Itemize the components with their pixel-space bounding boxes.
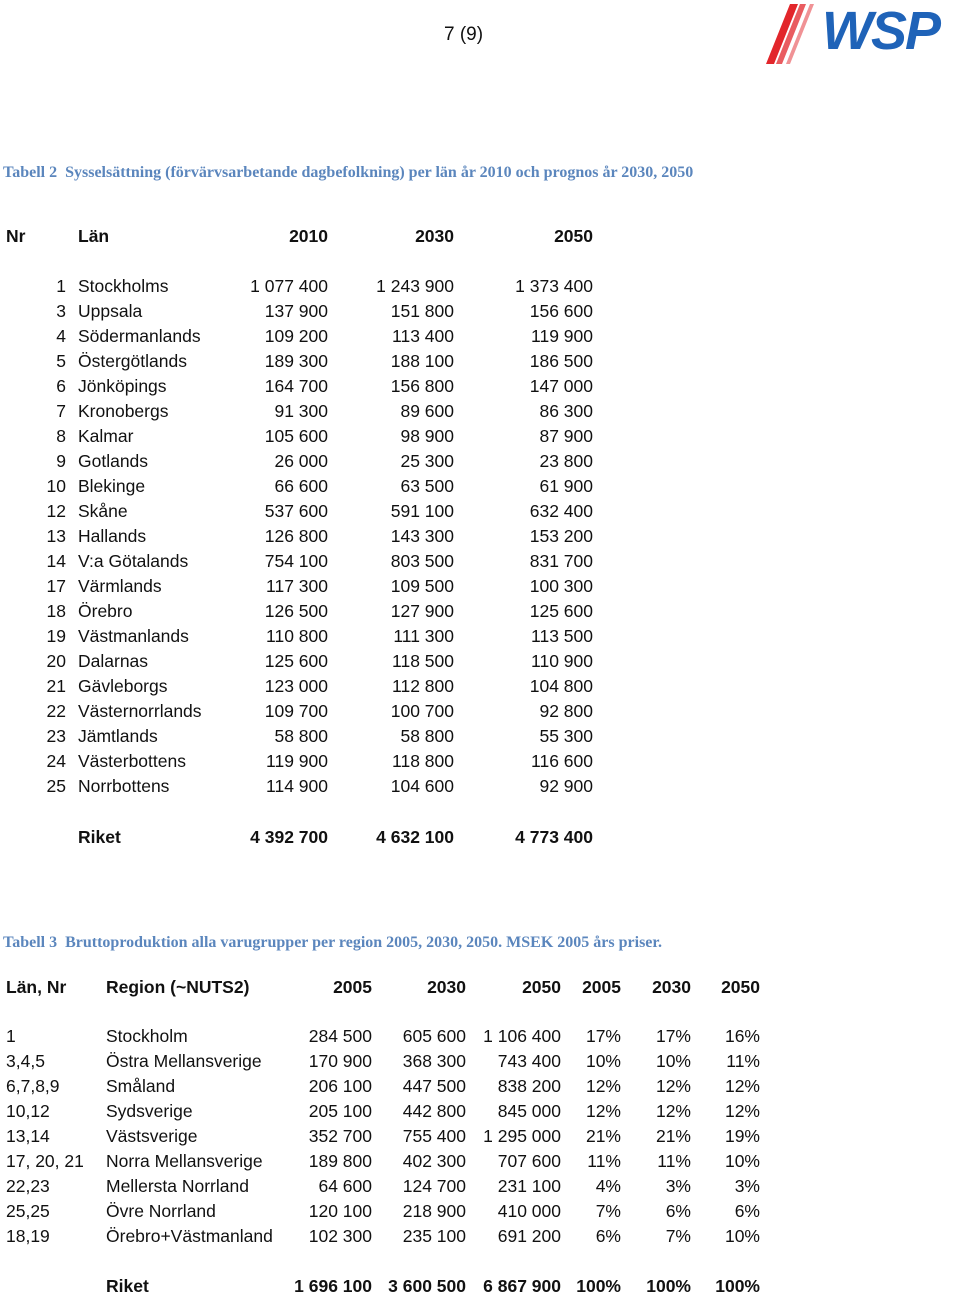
row-nr: 20 [46, 651, 66, 671]
row-lan-nr: 3,4,5 [6, 1051, 45, 1071]
value-2030: 368 300 [402, 1051, 466, 1071]
total-nr [6, 1274, 106, 1299]
value-2030: 124 700 [402, 1176, 466, 1196]
row-nr: 10 [46, 476, 66, 496]
row-region: Stockholm [106, 1026, 188, 1046]
table-row [6, 649, 593, 674]
value-2005: 64 600 [318, 1176, 372, 1196]
row-lan: Blekinge [78, 476, 146, 496]
row-nr: 18 [46, 601, 66, 621]
row-region: Övre Norrland [106, 1201, 216, 1221]
value-2030: 112 800 [392, 676, 454, 696]
row-nr: 14 [46, 551, 66, 571]
table-row [6, 724, 593, 749]
value-2030: 98 900 [400, 426, 454, 446]
share-2005: 21% [585, 1126, 621, 1146]
share-2005: 6% [595, 1226, 621, 1246]
employment-table [6, 222, 593, 850]
value-2050: 116 600 [531, 751, 593, 771]
value-2050: 86 300 [539, 401, 593, 421]
total-2005: 1 696 100 [294, 1276, 372, 1296]
row-nr: 7 [56, 401, 66, 421]
row-lan: Jämtlands [78, 726, 158, 746]
value-2010: 66 600 [274, 476, 328, 496]
table3-caption-text: Bruttoproduktion alla varugrupper per region 2005, 2030, 2050. MSEK 2005 års priser. [65, 934, 663, 951]
row-lan-nr: 13,14 [6, 1126, 50, 1146]
value-2050: 743 400 [497, 1051, 561, 1071]
table-row [6, 599, 593, 624]
value-2030: 402 300 [402, 1151, 466, 1171]
table-row [6, 624, 593, 649]
share-2030: 21% [655, 1126, 691, 1146]
row-nr: 17 [46, 576, 66, 596]
value-2010: 114 900 [266, 776, 328, 796]
value-2050: 100 300 [529, 576, 593, 596]
value-2050: 153 200 [529, 526, 593, 546]
total-2030: 3 600 500 [388, 1276, 466, 1296]
table3-caption-number: Tabell 3 [3, 934, 58, 951]
header-2030: 2030 [415, 225, 454, 246]
logo-mark-icon [760, 2, 830, 66]
table-row [6, 424, 593, 449]
value-2010: 110 800 [266, 626, 328, 646]
value-2050: 92 800 [539, 701, 593, 721]
value-2005: 120 100 [308, 1201, 372, 1221]
table-row [6, 524, 593, 549]
value-2030: 109 500 [390, 576, 454, 596]
value-2010: 125 600 [264, 651, 328, 671]
header-2050: 2050 [554, 225, 593, 246]
row-lan: Uppsala [78, 301, 143, 321]
value-2030: 755 400 [402, 1126, 466, 1146]
row-nr: 8 [56, 426, 66, 446]
row-nr: 13 [46, 526, 66, 546]
table-row [6, 274, 593, 299]
value-2050: 156 600 [529, 301, 593, 321]
row-lan: Jönköpings [78, 376, 167, 396]
value-2030: 25 300 [400, 451, 454, 471]
row-nr: 19 [46, 626, 66, 646]
share-2030: 7% [665, 1226, 691, 1246]
row-nr: 1 [56, 276, 66, 296]
value-2010: 26 000 [274, 451, 328, 471]
table-row [6, 1199, 760, 1224]
share-2005: 12% [585, 1101, 621, 1121]
row-lan: Södermanlands [78, 326, 201, 346]
value-2010: 105 600 [264, 426, 328, 446]
table-row [6, 699, 593, 724]
value-2050: 147 000 [529, 376, 593, 396]
value-2010: 126 500 [264, 601, 328, 621]
spacer-row [6, 1002, 760, 1024]
row-nr: 3 [56, 301, 66, 321]
row-lan: Örebro [78, 601, 133, 621]
value-2050: 61 900 [539, 476, 593, 496]
row-lan-nr: 18,19 [6, 1226, 50, 1246]
table-row [6, 349, 593, 374]
value-2005: 170 900 [308, 1051, 372, 1071]
table-row [6, 399, 593, 424]
total-2010: 4 392 700 [250, 827, 328, 847]
header-share-2050: 2050 [721, 976, 760, 997]
header-lan-nr: Län, Nr [6, 976, 67, 997]
table-row [6, 774, 593, 799]
row-region: Östra Mellansverige [106, 1051, 262, 1071]
header-share-2005: 2005 [582, 976, 621, 997]
value-2050: 1 373 400 [515, 276, 593, 296]
row-lan: Gävleborgs [78, 676, 168, 696]
spacer-row [6, 250, 593, 274]
table-row [6, 1099, 760, 1124]
row-lan: Dalarnas [78, 651, 149, 671]
value-2010: 123 000 [264, 676, 328, 696]
value-2050: 92 900 [539, 776, 593, 796]
table-row [6, 1124, 760, 1149]
value-2050: 186 500 [529, 351, 593, 371]
row-region: Norra Mellansverige [106, 1151, 263, 1171]
share-2050: 12% [724, 1101, 760, 1121]
total-share-2005: 100% [576, 1276, 621, 1296]
value-2010: 537 600 [264, 501, 328, 521]
row-region: Västsverige [106, 1126, 198, 1146]
table2-caption [3, 162, 763, 183]
table-row [6, 499, 593, 524]
value-2050: 707 600 [497, 1151, 561, 1171]
share-2050: 11% [726, 1051, 760, 1071]
header-share-2030: 2030 [652, 976, 691, 997]
row-lan: Västerbottens [78, 751, 186, 771]
total-label: Riket [106, 1276, 149, 1296]
value-2030: 100 700 [390, 701, 454, 721]
value-2010: 164 700 [264, 376, 328, 396]
row-lan-nr: 6,7,8,9 [6, 1076, 60, 1096]
table2-caption-text: Sysselsättning (förvärvsarbetande dagbefolkning) per län år 2010 och prognos år 2030, 2050 [65, 164, 694, 181]
value-2030: 605 600 [402, 1026, 466, 1046]
table-row [6, 374, 593, 399]
table-row [6, 1049, 760, 1074]
share-2005: 17% [585, 1026, 621, 1046]
row-lan: Skåne [78, 501, 128, 521]
share-2030: 12% [655, 1101, 691, 1121]
share-2030: 12% [655, 1076, 691, 1096]
row-region: Sydsverige [106, 1101, 193, 1121]
row-lan: V:a Götalands [78, 551, 189, 571]
value-2030: 156 800 [390, 376, 454, 396]
share-2050: 6% [734, 1201, 760, 1221]
table-header-row [6, 222, 593, 250]
spacer-row [6, 799, 593, 825]
value-2050: 23 800 [539, 451, 593, 471]
row-lan-nr: 1 [6, 1026, 16, 1046]
share-2050: 3% [734, 1176, 760, 1196]
value-2010: 119 900 [266, 751, 328, 771]
value-2005: 189 800 [308, 1151, 372, 1171]
value-2030: 118 500 [392, 651, 454, 671]
value-2005: 284 500 [308, 1026, 372, 1046]
total-row [6, 825, 593, 850]
value-2010: 109 200 [264, 326, 328, 346]
header-region: Region (~NUTS2) [106, 976, 250, 997]
row-lan-nr: 10,12 [6, 1101, 50, 1121]
row-nr: 24 [46, 751, 66, 771]
row-nr: 6 [56, 376, 66, 396]
value-2030: 63 500 [400, 476, 454, 496]
row-lan: Stockholms [78, 276, 169, 296]
row-nr: 25 [46, 776, 66, 796]
value-2030: 89 600 [400, 401, 454, 421]
share-2005: 4% [595, 1176, 621, 1196]
table-row [6, 674, 593, 699]
row-lan: Västmanlands [78, 626, 189, 646]
total-share-2050: 100% [715, 1276, 760, 1296]
value-2030: 591 100 [390, 501, 454, 521]
value-2030: 58 800 [400, 726, 454, 746]
table-row [6, 749, 593, 774]
value-2030: 1 243 900 [376, 276, 454, 296]
value-2030: 218 900 [402, 1201, 466, 1221]
share-2030: 6% [665, 1201, 691, 1221]
table-row [6, 549, 593, 574]
row-nr: 5 [56, 351, 66, 371]
share-2050: 10% [724, 1226, 760, 1246]
total-nr [6, 825, 66, 850]
row-nr: 22 [46, 701, 66, 721]
value-2005: 102 300 [308, 1226, 372, 1246]
share-2030: 11% [657, 1151, 691, 1171]
value-2050: 110 900 [531, 651, 593, 671]
share-2005: 11% [587, 1151, 621, 1171]
value-2010: 109 700 [264, 701, 328, 721]
row-lan: Hallands [78, 526, 147, 546]
share-2050: 19% [724, 1126, 760, 1146]
value-2030: 143 300 [390, 526, 454, 546]
table-row [6, 1224, 760, 1249]
value-2030: 104 600 [390, 776, 454, 796]
value-2010: 58 800 [274, 726, 328, 746]
spacer-row [6, 1249, 760, 1274]
share-2005: 12% [585, 1076, 621, 1096]
value-2010: 137 900 [264, 301, 328, 321]
row-lan: Kalmar [78, 426, 134, 446]
value-2030: 113 400 [392, 326, 454, 346]
value-2050: 691 200 [497, 1226, 561, 1246]
value-2050: 410 000 [497, 1201, 561, 1221]
value-2030: 235 100 [402, 1226, 466, 1246]
header-2050: 2050 [522, 976, 561, 997]
table-row [6, 449, 593, 474]
row-region: Mellersta Norrland [106, 1176, 249, 1196]
value-2050: 838 200 [497, 1076, 561, 1096]
row-nr: 21 [46, 676, 66, 696]
table-row [6, 574, 593, 599]
value-2050: 119 900 [531, 326, 593, 346]
share-2030: 3% [665, 1176, 691, 1196]
value-2010: 126 800 [264, 526, 328, 546]
value-2030: 803 500 [390, 551, 454, 571]
value-2050: 125 600 [529, 601, 593, 621]
row-region: Småland [106, 1076, 176, 1096]
table-row [6, 474, 593, 499]
header-nr: Nr [6, 225, 26, 246]
share-2030: 17% [655, 1026, 691, 1046]
row-nr: 4 [56, 326, 66, 346]
total-row [6, 1274, 760, 1299]
row-lan: Gotlands [78, 451, 149, 471]
value-2010: 1 077 400 [250, 276, 328, 296]
gross-production-table [6, 972, 760, 1299]
share-2050: 16% [724, 1026, 760, 1046]
share-2030: 10% [655, 1051, 691, 1071]
row-nr: 23 [46, 726, 66, 746]
value-2050: 87 900 [539, 426, 593, 446]
table-row [6, 1174, 760, 1199]
total-2030: 4 632 100 [376, 827, 454, 847]
table-row [6, 324, 593, 349]
value-2030: 447 500 [402, 1076, 466, 1096]
value-2050: 632 400 [529, 501, 593, 521]
share-2050: 10% [724, 1151, 760, 1171]
value-2010: 189 300 [264, 351, 328, 371]
row-lan-nr: 25,25 [6, 1201, 50, 1221]
value-2050: 1 106 400 [483, 1026, 561, 1046]
value-2030: 188 100 [390, 351, 454, 371]
value-2010: 117 300 [266, 576, 328, 596]
value-2030: 111 300 [393, 626, 454, 646]
wsp-logo [760, 2, 960, 66]
table3-caption [3, 932, 763, 953]
value-2050: 831 700 [529, 551, 593, 571]
table-row [6, 1074, 760, 1099]
value-2030: 118 800 [392, 751, 454, 771]
value-2050: 55 300 [539, 726, 593, 746]
value-2050: 231 100 [497, 1176, 561, 1196]
row-lan: Värmlands [78, 576, 162, 596]
row-nr: 9 [56, 451, 66, 471]
value-2030: 442 800 [402, 1101, 466, 1121]
total-2050: 4 773 400 [515, 827, 593, 847]
row-lan: Kronobergs [78, 401, 169, 421]
value-2050: 113 500 [531, 626, 593, 646]
share-2050: 12% [724, 1076, 760, 1096]
value-2030: 127 900 [390, 601, 454, 621]
value-2005: 352 700 [308, 1126, 372, 1146]
page-number: 7 (9) [444, 24, 484, 45]
row-lan-nr: 17, 20, 21 [6, 1151, 84, 1171]
table2-caption-number: Tabell 2 [3, 164, 58, 181]
value-2010: 754 100 [264, 551, 328, 571]
total-share-2030: 100% [646, 1276, 691, 1296]
logo-text: WSP [822, 1, 940, 61]
total-2050: 6 867 900 [483, 1276, 561, 1296]
value-2050: 104 800 [529, 676, 593, 696]
value-2005: 206 100 [308, 1076, 372, 1096]
header-2005: 2005 [333, 976, 372, 997]
row-lan: Östergötlands [78, 351, 187, 371]
value-2050: 1 295 000 [483, 1126, 561, 1146]
row-lan: Västernorrlands [78, 701, 202, 721]
row-lan: Norrbottens [78, 776, 170, 796]
share-2005: 10% [585, 1051, 621, 1071]
table-row [6, 1024, 760, 1049]
table-row [6, 1149, 760, 1174]
table-header-row [6, 972, 760, 1002]
header-2010: 2010 [289, 225, 328, 246]
header-lan: Län [78, 225, 110, 246]
share-2005: 7% [595, 1201, 621, 1221]
total-label: Riket [78, 827, 121, 847]
row-lan-nr: 22,23 [6, 1176, 50, 1196]
value-2050: 845 000 [497, 1101, 561, 1121]
header-2030: 2030 [427, 976, 466, 997]
row-region: Örebro+Västmanland [106, 1226, 273, 1246]
value-2010: 91 300 [274, 401, 328, 421]
value-2005: 205 100 [308, 1101, 372, 1121]
value-2030: 151 800 [390, 301, 454, 321]
table-row [6, 299, 593, 324]
row-nr: 12 [46, 501, 66, 521]
